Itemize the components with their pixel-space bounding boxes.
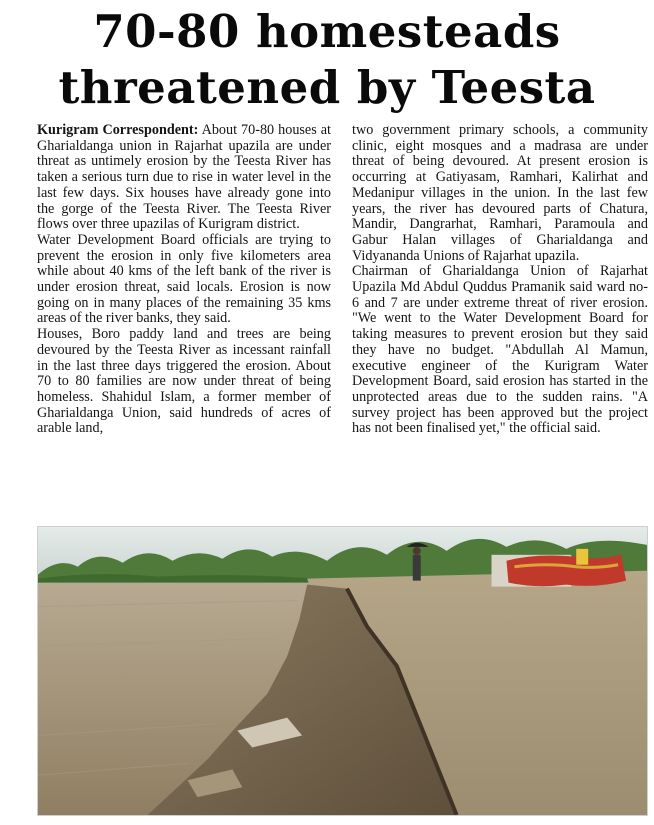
article-paragraph [37,123,331,233]
article-paragraph: Water Development Board officials are trying to prevent the erosion in only five kilometers area while about 40 kms of the left bank of the river is under erosion threat, said locals. Erosion is now going on in many places of the remaining 35 kms areas of the river banks, they said. [37,231,331,327]
article-paragraph: Chairman of Gharialdanga Union of Rajarhat Upazila Md Abdul Quddus Pramanik said ward no-6 and 7 are under extreme threat of river erosion. "We went to the Water Development Board for taking measures to prevent erosion but they said they have no budget. "Abdullah Al Mamun, executive engineer of the Kurigram Water Development Board, said erosion has started in the unprotected areas due to the sudden rains. "A survey project has been approved but the project has not been finalised yet," the official said. [352,263,648,437]
photo-illustration [38,527,647,815]
article-column-right [352,123,648,437]
headline [0,4,654,116]
headline-line-1: 70-80 homesteads [93,5,561,58]
photo-colored-cloth [506,555,626,586]
byline: Kurigram Correspondent: [37,122,199,138]
paragraph-text: About 70-80 houses at Gharialdanga union in Rajarhat upazila are under threat as untimely erosion by the Teesta River has taken a serious turn due to rise in water level in the last few days. Six houses have already gone into the gorge of the Teesta River. The Teesta River flows over three upazilas of Kurigram district. [37,122,331,233]
article-paragraph: two government primary schools, a community clinic, eight mosques and a madrasa are under threat of being devoured. At present erosion is occurring at Gatiyasam, Ramhari, Kalirhat and Medanipur villages in the union. In the last few years, the river has devoured parts of Chatura, Mandir, Dangrarhat, Ramhari, Paramoula and Gabur Halan villages of Gharialdanga and Vidyananda Unions of Rajarhat upazila. [352,122,648,264]
headline-line-2: threatened by Teesta [58,61,596,114]
article-column-left [37,123,331,437]
article-paragraph: Houses, Boro paddy land and trees are being devoured by the Teesta River as incessant rainfall in the last three days triggered the erosion. About 70 to 80 families are now under threat of being homeless. Shahidul Islam, a former member of Gharialdanga Union, said hundreds of acres of arable land, [37,326,331,437]
news-photo-riverbank-erosion [37,526,648,816]
